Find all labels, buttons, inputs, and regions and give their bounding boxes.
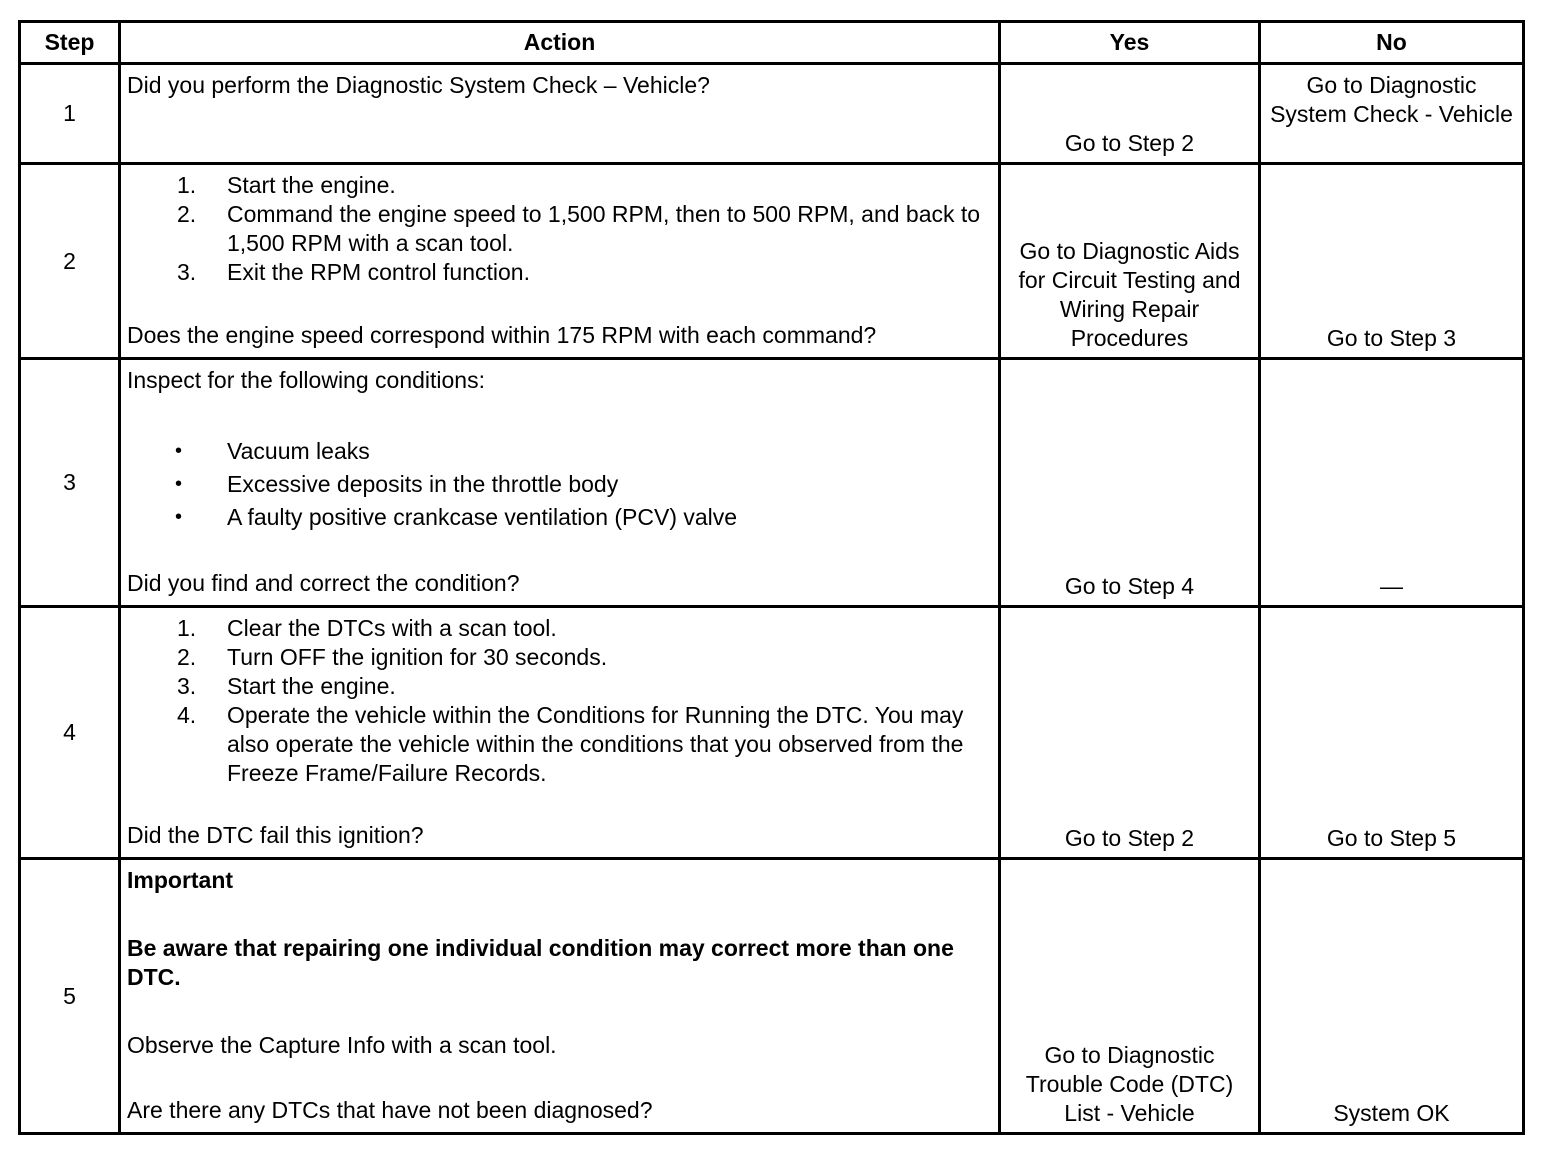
diagnostic-table — [18, 20, 1525, 1135]
instruction-text: Observe the Capture Info with a scan tool. — [127, 1032, 557, 1058]
question-text: Did the DTC fail this ignition? — [127, 822, 424, 848]
bullet-marker: • — [175, 440, 183, 462]
action-cell — [120, 359, 1000, 607]
table-row — [20, 64, 1524, 164]
list-marker: 3. — [177, 673, 197, 699]
important-text: Be aware that repairing one individual condition may correct more than one DTC. — [127, 935, 954, 990]
list-item: • A faulty positive crankcase ventilation (PCV) valve — [175, 504, 738, 530]
no-cell: Go to Diagnostic System Check - Vehicle — [1260, 64, 1524, 164]
no-cell: System OK — [1260, 859, 1524, 1134]
list-marker: 1. — [177, 615, 197, 641]
action-cell — [120, 164, 1000, 359]
step-number: 3 — [20, 359, 120, 607]
important-label: Important — [127, 867, 234, 893]
question-text: Are there any DTCs that have not been diagnosed? — [127, 1097, 653, 1123]
yes-cell: Go to Step 2 — [1000, 607, 1260, 859]
list-item: 1. Start the engine. — [177, 172, 396, 198]
no-cell: — — [1260, 359, 1524, 607]
yes-cell: Go to Step 4 — [1000, 359, 1260, 607]
yes-cell: Go to Diagnostic Aids for Circuit Testing and Wiring Repair Procedures — [1000, 164, 1260, 359]
list-item: • Vacuum leaks — [175, 438, 370, 464]
list-marker: 4. — [177, 702, 197, 728]
table-row — [20, 859, 1524, 1134]
numbered-steps — [127, 171, 992, 287]
list-marker: 2. — [177, 201, 197, 227]
question-text: Did you find and correct the condition? — [127, 570, 520, 596]
list-marker: 2. — [177, 644, 197, 670]
table-row — [20, 607, 1524, 859]
table-row — [20, 164, 1524, 359]
list-item: 2. Command the engine speed to 1,500 RPM, then to 500 RPM, and back to 1,500 RPM with a scan tool. — [177, 201, 981, 256]
header-step: Step — [20, 22, 120, 64]
list-marker: 3. — [177, 259, 197, 285]
list-item: 2. Turn OFF the ignition for 30 seconds. — [177, 644, 608, 670]
yes-cell: Go to Step 2 — [1000, 64, 1260, 164]
step-number: 4 — [20, 607, 120, 859]
header-row — [20, 22, 1524, 64]
header-action: Action — [120, 22, 1000, 64]
bullet-marker: • — [175, 506, 183, 528]
yes-cell: Go to Diagnostic Trouble Code (DTC) List - Vehicle — [1000, 859, 1260, 1134]
list-item: 3. Exit the RPM control function. — [177, 259, 530, 285]
condition-list — [127, 437, 992, 532]
intro-text: Inspect for the following conditions: — [127, 367, 485, 393]
header-no: No — [1260, 22, 1524, 64]
header-yes: Yes — [1000, 22, 1260, 64]
action-cell — [120, 859, 1000, 1134]
question-text: Did you perform the Diagnostic System Check – Vehicle? — [127, 72, 710, 98]
no-cell: Go to Step 5 — [1260, 607, 1524, 859]
no-cell: Go to Step 3 — [1260, 164, 1524, 359]
list-item: 3. Start the engine. — [177, 673, 396, 699]
action-cell — [120, 64, 1000, 164]
list-item: 4. Operate the vehicle within the Conditions for Running the DTC. You may also operate the vehicle within the conditions that you observed from the Freeze Frame/Failure Records. — [177, 702, 964, 786]
numbered-steps — [127, 614, 992, 788]
step-number: 5 — [20, 859, 120, 1134]
list-item: • Excessive deposits in the throttle body — [175, 471, 619, 497]
question-text: Does the engine speed correspond within 175 RPM with each command? — [127, 322, 877, 348]
table-row — [20, 359, 1524, 607]
list-item: 1. Clear the DTCs with a scan tool. — [177, 615, 557, 641]
step-number: 2 — [20, 164, 120, 359]
list-marker: 1. — [177, 172, 197, 198]
bullet-marker: • — [175, 473, 183, 495]
action-cell — [120, 607, 1000, 859]
step-number: 1 — [20, 64, 120, 164]
